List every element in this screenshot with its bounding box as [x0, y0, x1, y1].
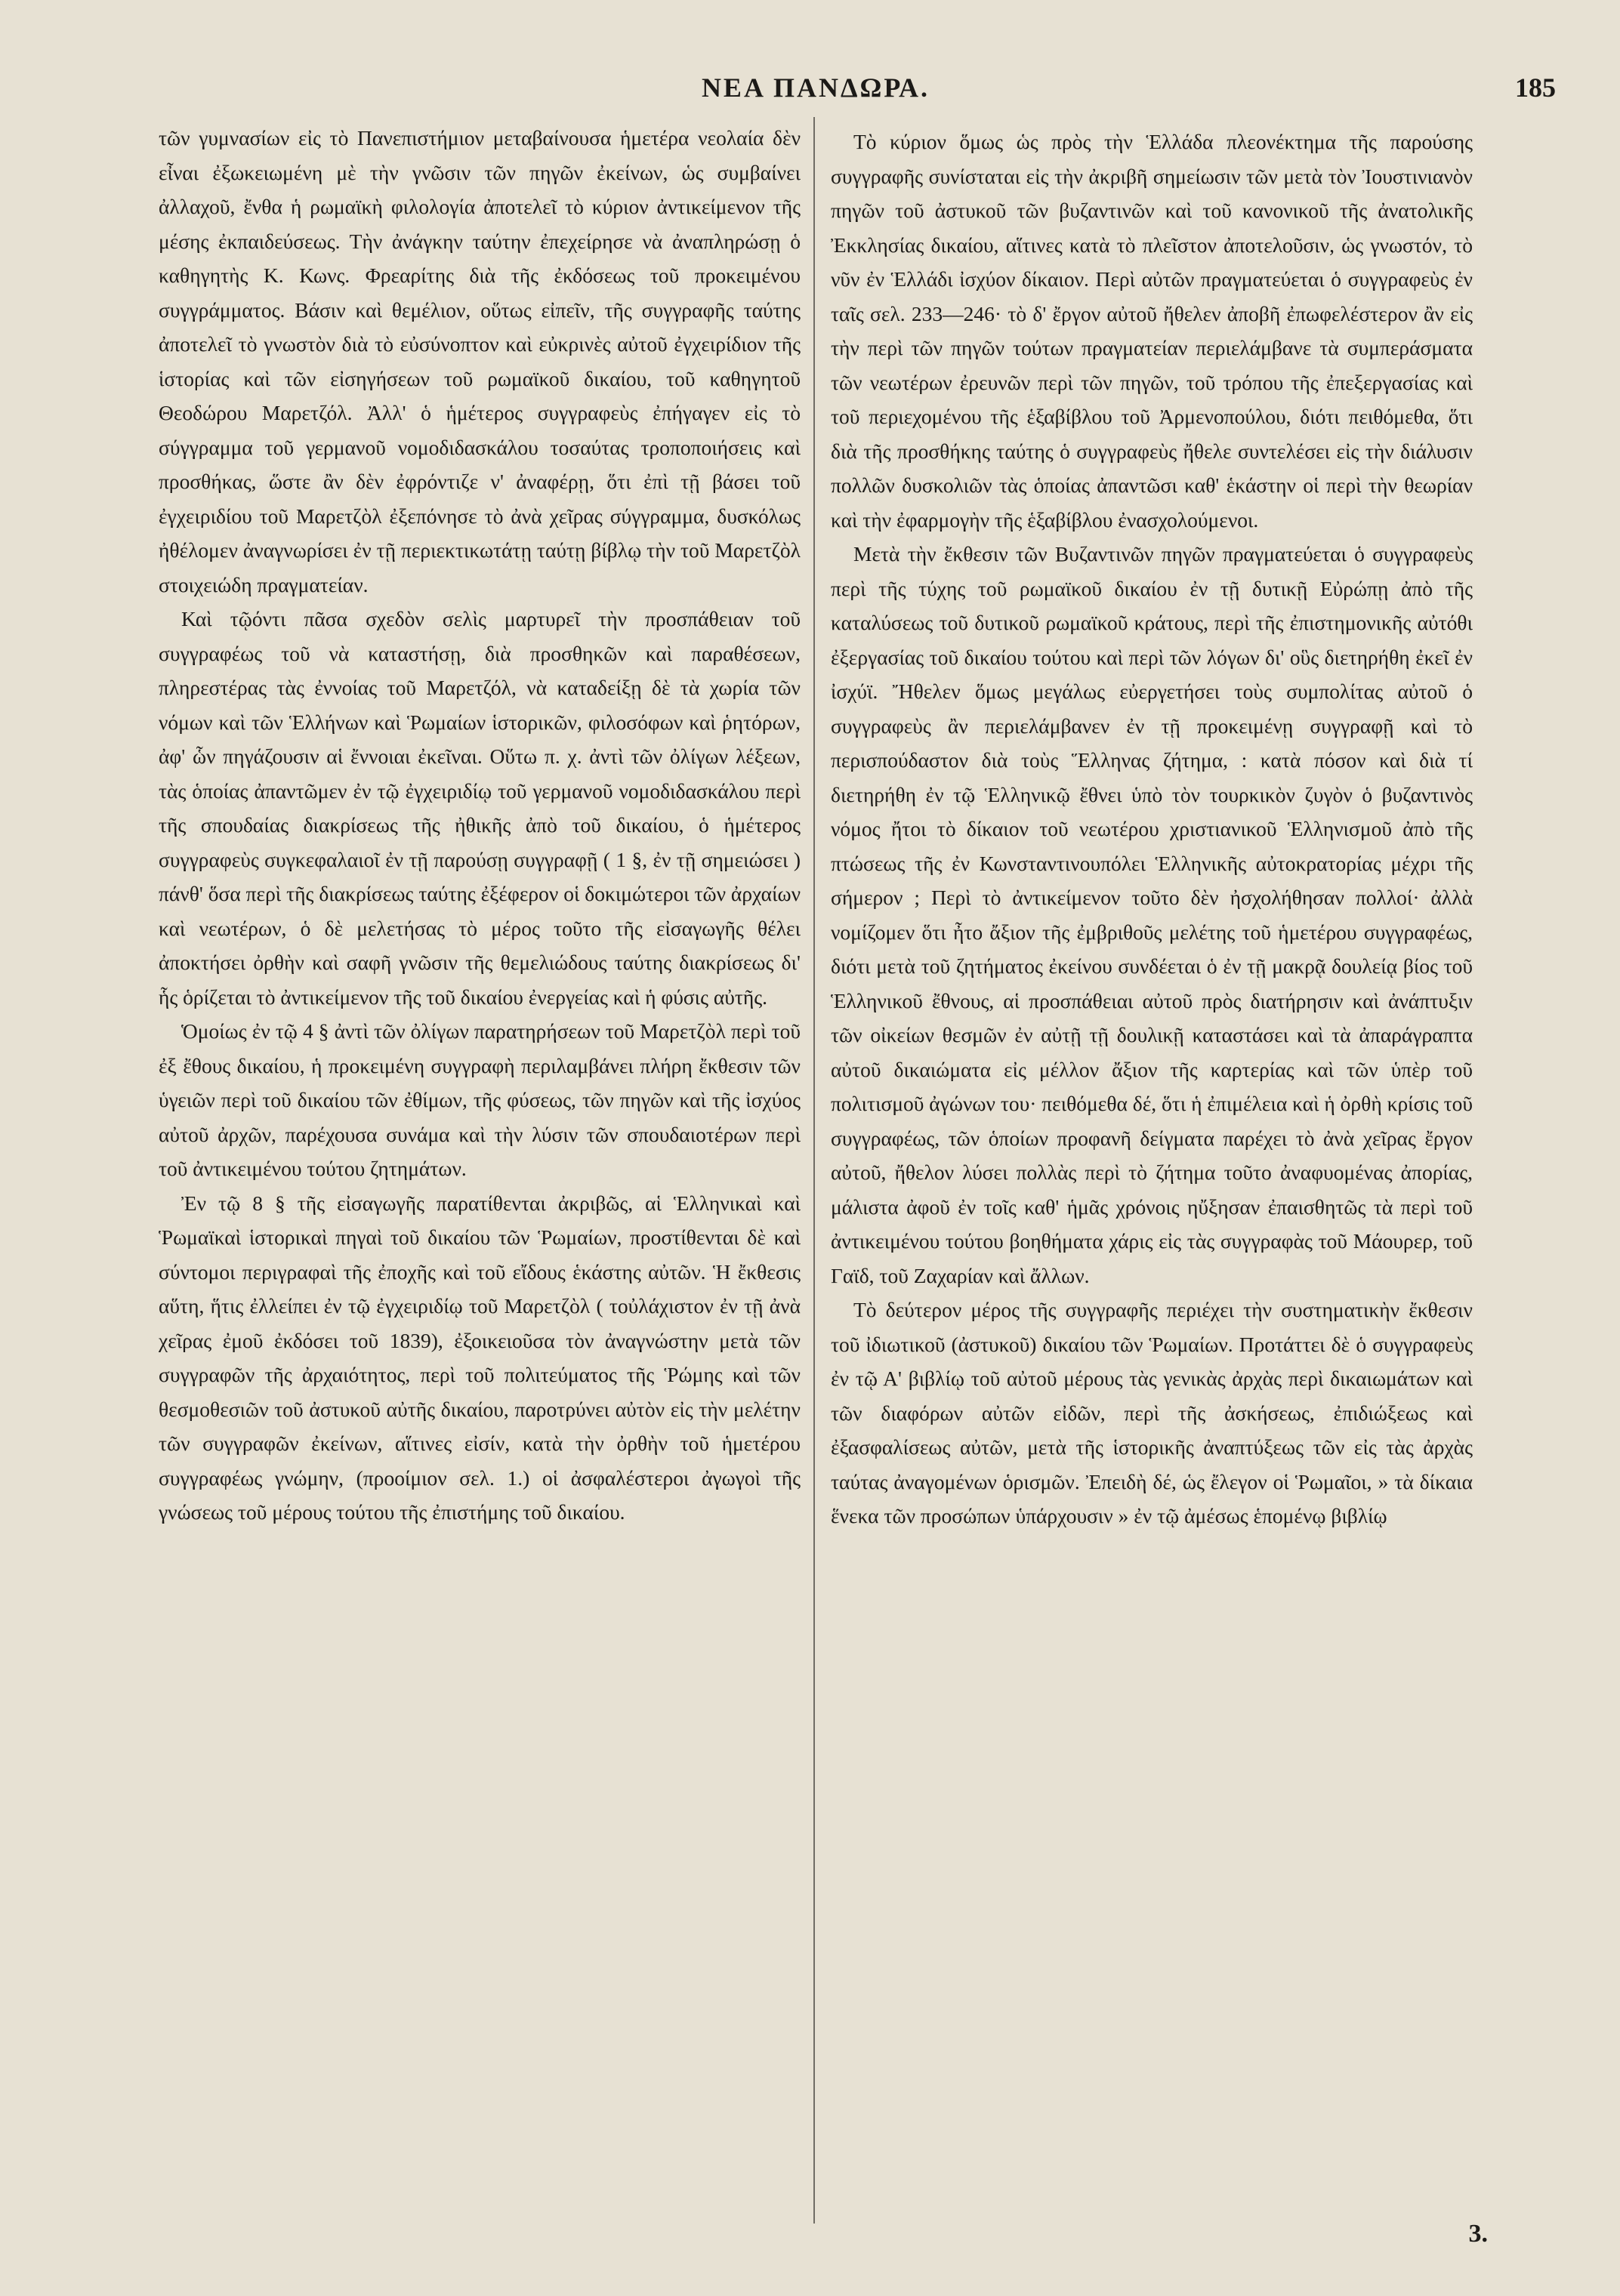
left-paragraph-4: Ἐν τῷ 8 § τῆς εἰσαγωγῆς παρατίθενται ἀκριβῶς, αἱ Ἑλληνικαὶ καὶ Ῥωμαϊκαὶ ἱστορικαὶ πηγαὶ τοῦ δικαίου τῶν Ῥωμαίων, προστίθενται δὲ καὶ σύντομοι περιγραφαὶ τῆς ἐποχῆς καὶ τοῦ εἴδους ἑκάστης αὐτῶν. Ἡ ἔκθεσις αὕτη, ἥτις ἐλλείπει ἐν τῷ ἐγχειριδίῳ τοῦ Μαρετζὸλ ( τοὐλάχιστον ἐν τῇ ἀνὰ χεῖρας ἐμοῦ ἐκδόσει τοῦ 1839), ἐξοικειοῦσα τὸν ἀναγνώστην μετὰ τῶν συγγραφῶν τῆς ἀρχαιότητος, περὶ τοῦ πολιτεύματος τῆς Ῥώμης καὶ τῶν θεσμοθεσιῶν τοῦ ἀστυκοῦ αὐτῆς δικαίου, παροτρύνει αὐτὸν εἰς τὴν μελέτην τῶν συγγραφῶν ἐκείνων, αἵτινες εἰσίν, κατὰ τὴν ὀρθὴν τοῦ ἡμετέρου συγγραφέως γνώμην, (προοίμιον σελ. 1.) οἱ ἀσφαλέστεροι ἀγωγοὶ τῆς γνώσεως τοῦ μέρους τούτου τῆς ἐπιστήμης τοῦ δικαίου. — [159, 1191, 801, 1524]
left-paragraph-2: Καὶ τῷόντι πᾶσα σχεδὸν σελὶς μαρτυρεῖ τὴν προσπάθειαν τοῦ συγγραφέως τοῦ νὰ καταστήσῃ, διὰ προσθηκῶν καὶ παραθέσεων, πληρεστέρας τὰς ἐννοίας τοῦ Μαρετζόλ, νὰ καταδείξῃ δὲ τὰ χωρία τῶν νόμων καὶ τῶν Ἑλλήνων καὶ Ῥωμαίων ἱστορικῶν, φιλοσόφων καὶ ῥητόρων, ἀφ' ὧν πηγάζουσιν αἱ ἔννοιαι ἐκεῖναι. Οὕτω π. χ. ἀντὶ τῶν ὀλίγων λέξεων, τὰς ὁποίας ἀπαντῶμεν ἐν τῷ ἐγχειριδίῳ τοῦ γερμανοῦ νομοδιδασκάλου περὶ τῆς σπουδαίας διακρίσεως τῆς ἠθικῆς ἀπὸ τοῦ δικαίου, ὁ ἡμέτερος συγγραφεὺς συγκεφαλαιοῖ ἐν τῇ παρούσῃ συγγραφῇ ( 1 §, ἐν τῇ σημειώσει ) πάνθ' ὅσα περὶ τῆς διακρίσεως ταύτης ἐξέφερον οἱ δοκιμώτεροι τῶν ἀρχαίων καὶ νεωτέρων, ὁ δὲ μελετήσας τὸ μέρος τοῦτο τῆς εἰσαγωγῆς θέλει ἀποκτήσει ὀρθὴν καὶ σαφῆ γνῶσιν τῆς θεμελιώδους ταύτης διακρίσεως δι' ἧς ὁρίζεται τὸ ἀντικείμενον τῆς τοῦ δικαίου ἐνεργείας καὶ ἡ φύσις αὐτῆς. — [159, 607, 801, 1009]
signature-mark: 3. — [1468, 2220, 1488, 2248]
left-paragraph-3: Ὁμοίως ἐν τῷ 4 § ἀντὶ τῶν ὀλίγων παρατηρήσεων τοῦ Μαρετζὸλ περὶ τοῦ ἐξ ἔθους δικαίου, ἡ προκειμένη συγγραφὴ περιλαμβάνει πλήρη ἔκθεσιν τῶν ὑγειῶν περὶ τοῦ δικαίου τῶν ἐθίμων, τῆς φύσεως, τῶν πηγῶν καὶ τῆς ἰσχύος αὐτοῦ ἀρχῶν, παρέχουσα συνάμα καὶ τὴν λύσιν τῶν σπουδαιοτέρων περὶ τοῦ ἀντικειμένου τούτου ζητημάτων. — [159, 1019, 801, 1180]
page-header-title: ΝΕΑ ΠΑΝΔΩΡΑ. — [701, 72, 930, 103]
column-divider — [813, 117, 815, 2224]
left-paragraph-1: τῶν γυμνασίων εἰς τὸ Πανεπιστήμιον μεταβαίνουσα ἡμετέρα νεολαία δὲν εἶναι ἐξωκειωμένη μὲ τὴν γνῶσιν τῶν πηγῶν ἐκείνων, ὡς συμβαίνει ἀλλαχοῦ, ἔνθα ἡ ρωμαϊκὴ φιλολογία ἀποτελεῖ τὸ κύριον ἀντικείμενον τῆς μέσης ἐκπαιδεύσεως. Τὴν ἀνάγκην ταύτην ἐπεχείρησε νὰ ἀναπληρώσῃ ὁ καθηγητὴς Κ. Κωνς. Φρεαρίτης διὰ τῆς ἐκδόσεως τοῦ προκειμένου συγγράμματος. Βάσιν καὶ θεμέλιον, οὕτως εἰπεῖν, τῆς συγγραφῆς ταύτης ἀποτελεῖ τὸ γνωστὸν διὰ τὸ εὐσύνοπτον καὶ εὐκρινὲς αὐτοῦ ἐγχειρίδιον τῆς ἱστορίας καὶ τῶν εἰσηγήσεων τοῦ ρωμαϊκοῦ δικαίου, τοῦ καθηγητοῦ Θεοδώρου Μαρετζόλ. Ἀλλ' ὁ ἡμέτερος συγγραφεὺς ἐπήγαγεν εἰς τὸ σύγγραμμα τοῦ γερμανοῦ νομοδιδασκάλου τοσαύτας τροποποιήσεις καὶ προσθήκας, ὥστε ἂν δὲν ἐφρόντιζε ν' ἀναφέρῃ, ὅτι ἐπὶ τῇ βάσει τοῦ ἐγχειριδίου τοῦ Μαρετζὸλ ἐξεπόνησε τὸ ἀνὰ χεῖρας σύγγραμμα, δυσκόλως ἠθέλομεν ἀναγνωρίσει ἐν τῇ περιεκτικωτάτῃ ταύτῃ βίβλῳ τὴν τοῦ Μαρετζὸλ στοιχειώδη πραγματείαν. — [159, 126, 801, 596]
right-paragraph-2: Μετὰ τὴν ἔκθεσιν τῶν Βυζαντινῶν πηγῶν πραγματεύεται ὁ συγγραφεὺς περὶ τῆς τύχης τοῦ ρωμαϊκοῦ δικαίου ἐν τῇ δυτικῇ Εὐρώπῃ ἀπὸ τῆς καταλύσεως τοῦ δυτικοῦ ρωμαϊκοῦ κράτους, περὶ τῆς ἐπιστημονικῆς αὐτόθι ἐξεργασίας τοῦ δικαίου τούτου καὶ περὶ τῶν λόγων δι' οὓς διετηρήθη ἐκεῖ ἐν ἰσχύϊ. Ἤθελεν ὅμως μεγάλως εὐεργετήσει τοὺς συμπολίτας αὐτοῦ ὁ συγγραφεὺς ἂν περιελάμβανεν ἐν τῇ προκειμένῃ συγγραφῇ καὶ τὸ περισπούδαστον διὰ τοὺς Ἕλληνας ζήτημα, : κατὰ πόσον καὶ διὰ τί διετηρήθη ἐν τῷ Ἑλληνικῷ ἔθνει ὑπὸ τὸν τουρκικὸν ζυγὸν ὁ βυζαντινὸς νόμος ἤτοι τὸ δίκαιον τοῦ νεωτέρου χριστιανικοῦ Ἑλληνισμοῦ ἀπὸ τῆς πτώσεως τῆς ἐν Κωνσταντινουπόλει Ἑλληνικῆς αὐτοκρατορίας μέχρι τῆς σήμερον ; Περὶ τὸ ἀντικείμενον τοῦτο δὲν ἠσχολήθησαν πολλοί· ἀλλὰ νομίζομεν ὅτι ἦτο ἄξιον τῆς ἐμβριθοῦς μελέτης τοῦ ἡμετέρου συγγραφέως, διότι μετὰ τοῦ ζητήματος ἐκείνου συνδέεται ὁ ἐν τῇ μακρᾷ δουλείᾳ βίος τοῦ Ἑλληνικοῦ ἔθνους, αἱ προσπάθειαι αὐτοῦ πρὸς διατήρησιν καὶ ἀνάπτυξιν τῶν οἰκείων θεσμῶν ἐν αὐτῇ τῇ δουλικῇ καταστάσει καὶ τὰ ἀπαράγραπτα αὐτοῦ δικαιώματα εἰς μέλλον ἄξιον τῆς καρτερίας καὶ τῶν ὑπὲρ τοῦ πολιτισμοῦ ἀγώνων του· πειθόμεθα δέ, ὅτι ἡ ἐπιμέλεια καὶ ἡ ὀρθὴ κρίσις τοῦ συγγραφέως, τῶν ὁποίων προφανῆ δείγματα παρέχει τὸ ἀνὰ χεῖρας ἔργον αὐτοῦ, ἤθελον λύσει πολλὰς περὶ τὸ ζήτημα τοῦτο ἀναφυομένας ἀπορίας, μάλιστα ἀφοῦ ἐν τοῖς καθ' ἡμᾶς χρόνοις ηὔξησαν ἐπαισθητῶς τὰ περὶ τοῦ ἀντικειμένου τούτου βοηθήματα χάρις εἰς τὰς συγγραφὰς τοῦ Μάουρερ, τοῦ Γαϊδ, τοῦ Ζαχαρίαν καὶ ἄλλων. — [831, 542, 1473, 1287]
left-column — [159, 121, 801, 2265]
page-number: 185 — [1515, 72, 1556, 103]
right-paragraph-3: Τὸ δεύτερον μέρος τῆς συγγραφῆς περιέχει τὴν συστηματικὴν ἔκθεσιν τοῦ ἰδιωτικοῦ (ἀστυκοῦ) δικαίου τῶν Ῥωμαίων. Προτάττει δὲ ὁ συγγραφεὺς ἐν τῷ Α' βιβλίῳ τοῦ αὐτοῦ μέρους τὰς γενικὰς ἀρχὰς περὶ δικαιωμάτων καὶ τῶν διαφόρων αὐτῶν εἰδῶν, περὶ τῆς ἀσκήσεως, ἐπιδιώξεως καὶ ἐξασφαλίσεως αὐτῶν, μετὰ τῆς ἱστορικῆς ἀναπτύξεως τῶν εἰς τὰς ἀρχὰς ταύτας ἀναγομένων ὁρισμῶν. Ἐπειδὴ δέ, ὡς ἔλεγον οἱ Ῥωμαῖοι, » τὰ δίκαια ἕνεκα τῶν προσώπων ὑπάρχουσιν » ἐν τῷ ἀμέσως ἑπομένῳ βιβλίῳ — [831, 1298, 1473, 1527]
right-paragraph-1: Τὸ κύριον ὅμως ὡς πρὸς τὴν Ἑλλάδα πλεονέκτημα τῆς παρούσης συγγραφῆς συνίσταται εἰς τὴν ἀκριβῆ σημείωσιν τῶν μετὰ τὸν Ἰουστινιανὸν πηγῶν τοῦ ἀστυκοῦ τῶν βυζαντινῶν καὶ τοῦ κανονικοῦ τῆς ἀνατολικῆς Ἐκκλησίας δικαίου, αἵτινες κατὰ τὸ πλεῖστον ἀποτελοῦσιν, ὡς γνωστόν, τὸ νῦν ἐν Ἑλλάδι ἰσχύον δίκαιον. Περὶ αὐτῶν πραγματεύεται ὁ συγγραφεὺς ἐν ταῖς σελ. 233—246· τὸ δ' ἔργον αὐτοῦ ἤθελεν ἀποβῆ ἐπωφελέστερον ἂν εἰς τὴν περὶ τῶν πηγῶν τούτων πραγματείαν περιελάμβανε τὰ συμπεράσματα τῶν νεωτέρων ἐρευνῶν περὶ τῶν πηγῶν, τοῦ τρόπου τῆς ἐπεξεργασίας καὶ τοῦ περιεχομένου τῆς ἑξαβίβλου τοῦ Ἀρμενοπούλου, διότι πειθόμεθα, ὅτι διὰ τῆς προσθήκης ταύτης ὁ συγγραφεὺς ἤθελε συντελέσει εἰς τὴν διάλυσιν πολλῶν δυσκολιῶν τὰς ὁποίας ἀπαντῶσι καθ' ἑκάστην οἱ περὶ τὴν θεωρίαν καὶ τὴν ἐφαρμογὴν τῆς ἑξαβίβλου ἐνασχολούμενοι. — [831, 130, 1473, 532]
right-column — [831, 125, 1473, 2269]
